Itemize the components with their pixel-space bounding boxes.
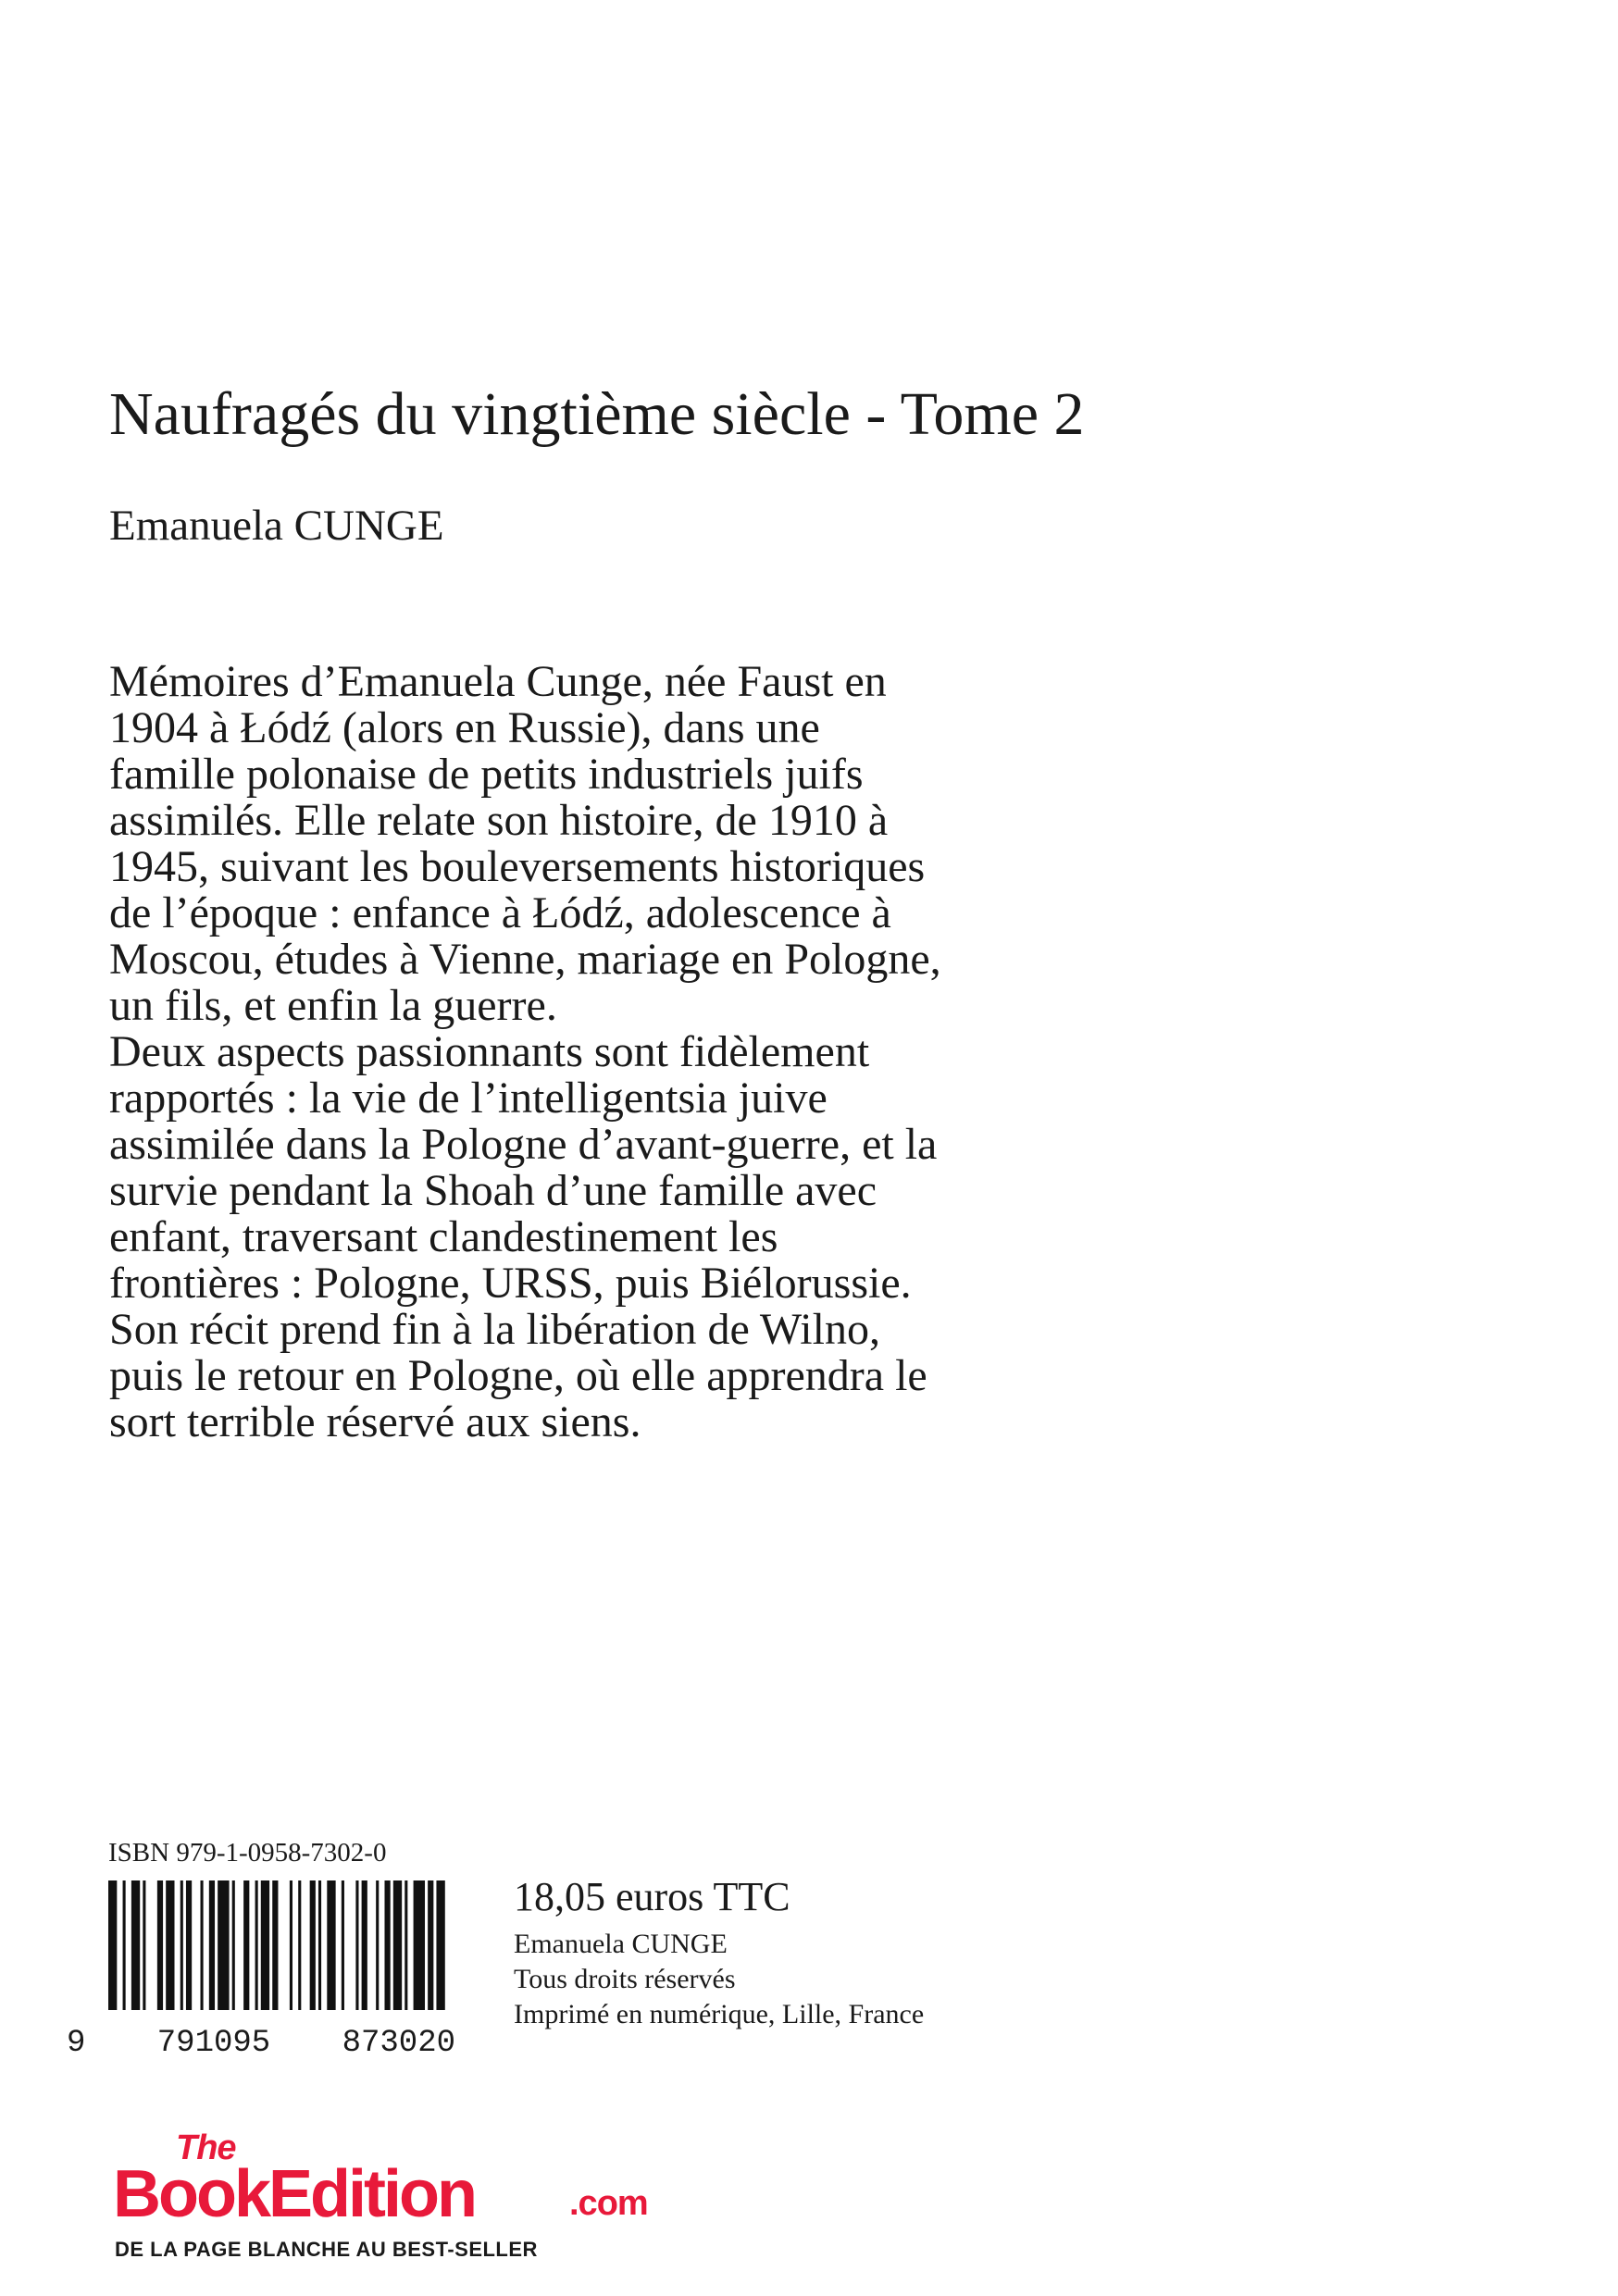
barcode-bar [376, 1880, 379, 2010]
barcode-bar [131, 1880, 140, 2010]
blurb-line: rapportés : la vie de l’intelligentsia juive [109, 1074, 828, 1123]
barcode-digit-group: 791095 [156, 2026, 271, 2061]
barcode-bar [108, 1880, 117, 2010]
blurb-line: 1904 à Łódź (alors en Russie), dans une [109, 703, 820, 752]
barcode-bar [342, 1880, 344, 2010]
blurb-line: Mémoires d’Emanuela Cunge, née Faust en [109, 657, 887, 706]
barcode-bar [393, 1880, 402, 2010]
logo-the-text: The [176, 2128, 236, 2167]
barcode-bar [414, 1880, 425, 2010]
logo-wordmark: BookEdition [113, 2157, 475, 2231]
blurb-line: Son récit prend fin à la libération de Wilno, [109, 1305, 880, 1354]
barcode-bar [362, 1880, 367, 2010]
barcode-bar [384, 1880, 390, 2010]
barcode-bar [166, 1880, 174, 2010]
blurb-line: Moscou, études à Vienne, mariage en Pologne, [109, 935, 941, 984]
logo-domain: .com [569, 2184, 648, 2223]
barcode-digits [67, 2023, 455, 2064]
publication-info [514, 1927, 924, 2032]
isbn-label: ISBN 979-1-0958-7302-0 [108, 1838, 387, 1868]
barcode-bar [428, 1880, 433, 2010]
publisher-logo [109, 2128, 683, 2267]
blurb-line: assimilée dans la Pologne d’avant-guerre, et la [109, 1120, 938, 1169]
barcode-bar [327, 1880, 335, 2010]
blurb-line: puis le retour en Pologne, où elle apprendra le [109, 1351, 927, 1400]
blurb-line: Deux aspects passionnants sont fidèlement [109, 1027, 870, 1076]
barcode-digit-group: 873020 [342, 2026, 455, 2061]
barcode-bar [232, 1880, 235, 2010]
logo-tagline: DE LA PAGE BLANCHE AU BEST-SELLER [115, 2238, 538, 2261]
blurb-line: enfant, traversant clandestinement les [109, 1212, 778, 1261]
barcode-bar [290, 1880, 292, 2010]
barcode-bar [209, 1880, 215, 2010]
blurb-line: assimilés. Elle relate son histoire, de 1910 à [109, 796, 889, 845]
barcode-digit-group: 9 [67, 2026, 86, 2061]
barcode-bar [255, 1880, 258, 2010]
barcode-bar [143, 1880, 145, 2010]
blurb-line: sort terrible réservé aux siens. [109, 1397, 641, 1446]
blurb-line: frontières : Pologne, URSS, puis Biélorussie. [109, 1259, 912, 1308]
book-title: Naufragés du vingtième siècle - Tome 2 [109, 380, 1085, 448]
barcode-bar [186, 1880, 192, 2010]
barcode-bar [272, 1880, 278, 2010]
author-name: Emanuela CUNGE [109, 502, 444, 550]
price-label: 18,05 euros TTC [514, 1874, 790, 1919]
barcode-bar [310, 1880, 316, 2010]
barcode-bar [318, 1880, 321, 2010]
back-cover-blurb [109, 659, 1313, 1446]
barcode-bar [404, 1880, 407, 2010]
publication-info-line: Imprimé en numérique, Lille, France [514, 1999, 925, 2029]
barcode-bar [243, 1880, 249, 2010]
barcode-bar [436, 1880, 444, 2010]
blurb-line: survie pendant la Shoah d’une famille avec [109, 1166, 877, 1215]
barcode-bar [123, 1880, 126, 2010]
publication-info-line: Emanuela CUNGE [514, 1929, 728, 1959]
barcode-bar [261, 1880, 269, 2010]
blurb-line: 1945, suivant les bouleversements historiques [109, 842, 926, 891]
barcode-bar [298, 1880, 301, 2010]
blurb-line: un fils, et enfin la guerre. [109, 981, 557, 1030]
barcode-bar [218, 1880, 229, 2010]
publication-info-line: Tous droits réservés [514, 1964, 736, 1994]
barcode-bar [201, 1880, 204, 2010]
barcode-image [108, 1880, 451, 2010]
blurb-line: de l’époque : enfance à Łódź, adolescence à [109, 888, 891, 937]
barcode-bar [180, 1880, 183, 2010]
blurb-line: famille polonaise de petits industriels juifs [109, 750, 864, 799]
barcode-bar [157, 1880, 163, 2010]
barcode-bar [355, 1880, 358, 2010]
